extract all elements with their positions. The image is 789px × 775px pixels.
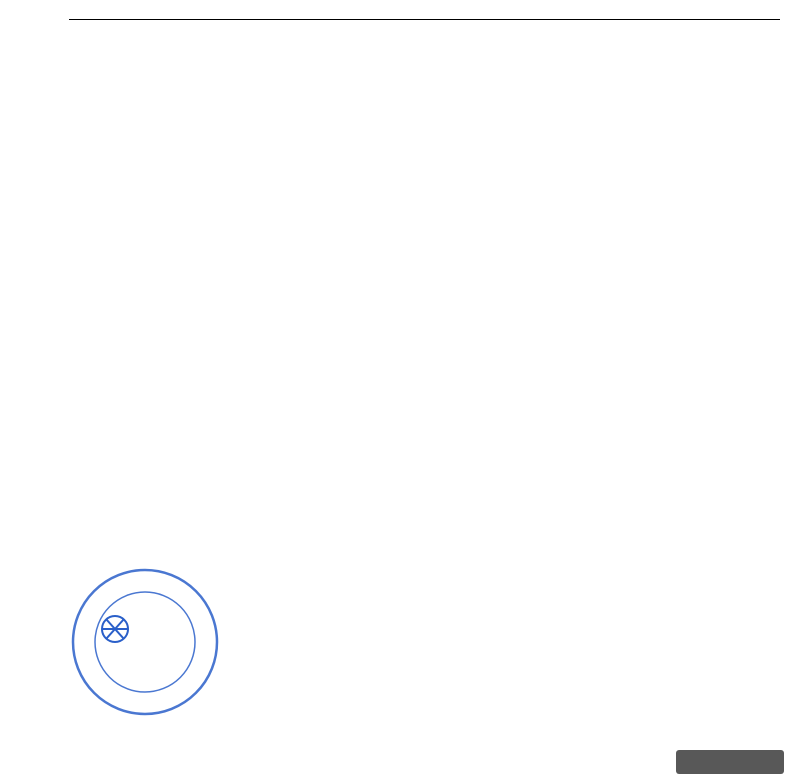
watermark	[676, 750, 784, 774]
dna-logo-icon	[102, 616, 128, 642]
table-row	[69, 20, 780, 40]
lab-stamp	[70, 567, 220, 717]
